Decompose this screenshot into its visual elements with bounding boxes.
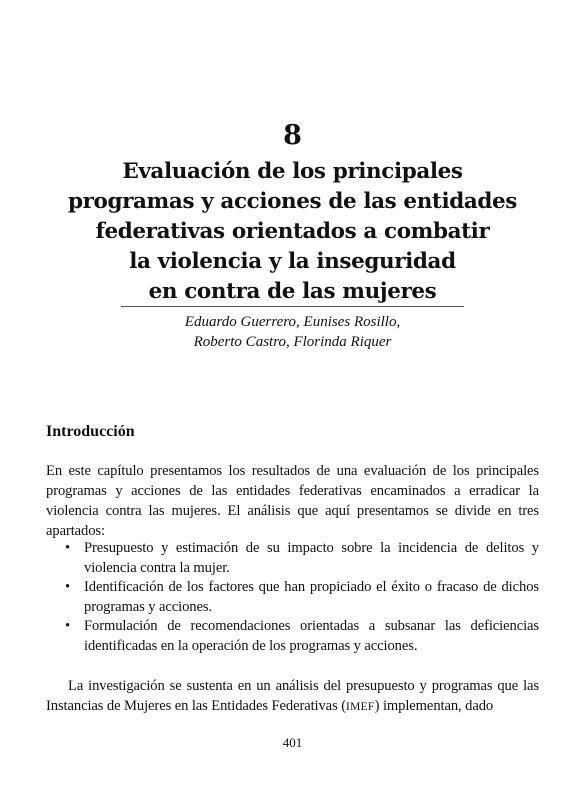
chapter-title-line: programas y acciones de las entidades <box>67 189 518 214</box>
bullet-dot-icon: • <box>65 618 71 634</box>
body-text-after-abbr: ) implementan, dado <box>374 698 494 714</box>
chapter-title-line: en contra de las mujeres <box>148 279 437 304</box>
chapter-title-line: federativas orientados a combatir <box>95 219 490 244</box>
title-divider <box>121 306 464 307</box>
bullet-text: Presupuesto y estimación de su impacto sobre la incidencia de delitos y violencia contra la mujer. <box>84 540 539 576</box>
bullet-item <box>46 539 539 578</box>
authors-line: Roberto Castro, Florinda Riquer <box>193 334 392 350</box>
bullet-list <box>46 539 539 656</box>
body-text-before-abbr: La investigación se sustenta en un análisis del presupuesto y programas que las Instancias de Mujeres en las Entidades Federativas ( <box>46 678 539 714</box>
bullet-item <box>46 617 539 656</box>
abbreviation: IMEF <box>345 701 375 713</box>
chapter-title <box>60 157 525 307</box>
chapter-number: 8 <box>283 120 302 151</box>
bullet-dot-icon: • <box>65 540 71 556</box>
bullet-dot-icon: • <box>65 579 71 595</box>
bullet-text: Identificación de los factores que han propiciado el éxito o fracaso de dichos programas y acciones. <box>84 579 539 615</box>
chapter-title-line: la violencia y la inseguridad <box>129 249 456 274</box>
bullet-text: Formulación de recomendaciones orientadas a subsanar las deficiencias identificadas en la operación de los programas y acciones. <box>84 618 539 654</box>
chapter-authors <box>0 312 585 352</box>
intro-paragraph: En este capítulo presentamos los resultados de una evaluación de los principales programas y acciones de las entidades federativas encaminados a erradicar la violencia contra las mujeres. El análisis que aquí presentamos se divide en tres apartados: <box>46 463 539 539</box>
bullet-item <box>46 578 539 617</box>
page-number: 401 <box>282 735 303 750</box>
section-heading: Introducción <box>46 423 135 440</box>
chapter-title-line: Evaluación de los principales <box>122 159 463 184</box>
body-paragraph <box>46 676 539 717</box>
authors-line: Eduardo Guerrero, Eunises Rosillo, <box>184 314 401 330</box>
